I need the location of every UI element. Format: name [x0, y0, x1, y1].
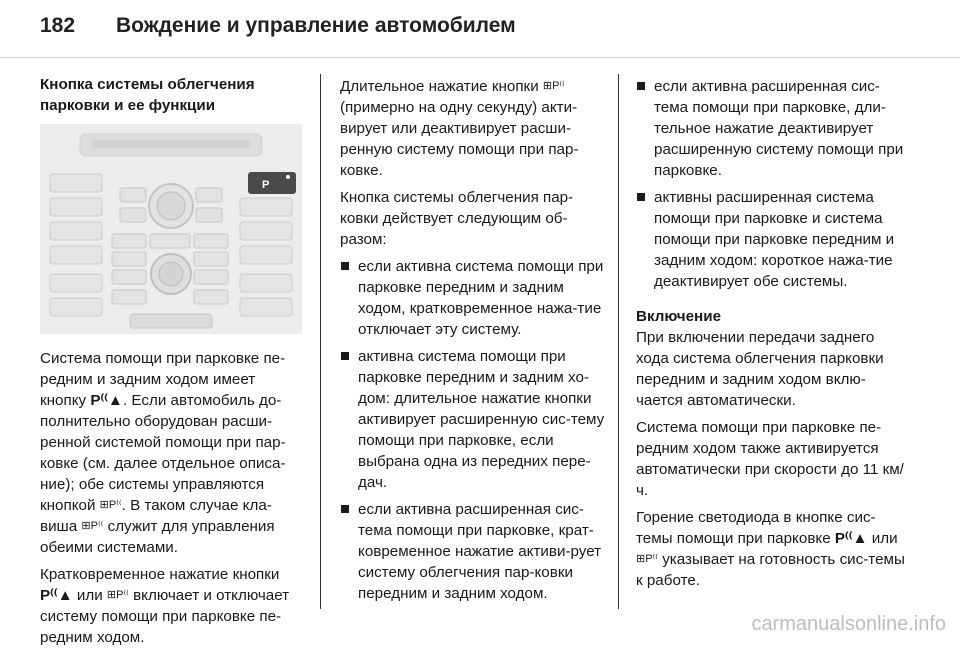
text-span: служит для управления обеими системами. [40, 518, 275, 556]
list-item: если активна расширенная сис-тема помощи при парковке, дли-тельное нажатие деактивирует расширенную систему помощи при парковке. [636, 76, 906, 181]
col3-paragraph-3 [636, 507, 906, 591]
page-number: 182 [40, 14, 76, 37]
watermark: carmanualsonline.info [751, 613, 946, 635]
advanced-park-assist-icon: ⊞P⁽⁽ [542, 80, 565, 92]
text-span: включает и отключает систему помощи при парковке пе-редним ходом. [40, 587, 290, 646]
text-span: (примерно на одну секунду) акти-вирует или деактивирует расши-ренную систему помощи при пар-ковке. [340, 99, 579, 179]
text-span: . Если автомобиль до-полнительно оборудован расши-ренной системой помощи при пар-ковке (см. далее отдельное описа-ние); обе системы управляются кнопкой [40, 392, 286, 514]
park-assist-icon: P⁽⁽▲ [90, 392, 123, 409]
header-rule [0, 57, 960, 58]
subheading-activation: Включение [636, 308, 722, 325]
text-span: Горение светодиода в кнопке сис-темы помощи при парковке [636, 509, 876, 547]
list-item: активны расширенная система помощи при парковке и система помощи при парковке передним и задним ходом: короткое нажа-тие деактивирует обе системы. [636, 187, 906, 292]
col3-paragraph-2: Система помощи при парковке пе-редним ходом также активируется автоматически при скорости до 11 км/ч. [636, 419, 904, 499]
text-span: Длительное нажатие кнопки [340, 78, 543, 95]
page-header [40, 14, 920, 50]
park-assist-icon: P⁽⁽▲ [834, 530, 868, 547]
park-assist-icon: P⁽⁽▲ [40, 587, 73, 604]
advanced-park-assist-icon: ⊞P⁽⁽ [81, 520, 104, 532]
column-1 [40, 74, 305, 654]
text-span: Система помощи при парковке пе-редним и задним ходом имеет кнопку [40, 350, 286, 409]
col3-paragraph-1: При включении передачи заднего хода система облегчения парковки передним и задним ходом вклю-чается автоматически. [636, 329, 884, 409]
advanced-park-assist-icon: ⊞P⁽⁽ [636, 553, 658, 565]
list-item: активна система помощи при парковке передним и задним хо-дом: длительное нажатие кнопки активирует расширенную сис-тему помощи при парковке, если выбрана одна из передних пере-дач. [340, 346, 608, 493]
list-item: если активна система помощи при парковке передним и задним ходом, кратковременное нажа-тие отключает эту систему. [340, 256, 608, 340]
col2-paragraph-1 [340, 76, 608, 181]
console-drawing [40, 124, 302, 334]
center-console-illustration [40, 124, 302, 334]
col2-bullet-list [340, 256, 608, 604]
advanced-park-assist-icon: ⊞P⁽⁽ [99, 499, 122, 511]
text-span: или [867, 530, 898, 547]
col1-paragraph-2 [40, 564, 305, 648]
column-divider-2 [618, 74, 619, 609]
col1-paragraph-1 [40, 348, 305, 558]
text-span: Кратковременное нажатие кнопки [40, 566, 280, 583]
list-item: если активна расширенная сис-тема помощи при парковке, крат-ковременное нажатие активи-рует систему облегчения пар-ковки передним и задним ходом. [340, 499, 608, 604]
column-3 [636, 76, 906, 597]
col2-paragraph-2: Кнопка системы облегчения пар-ковки действует следующим об-разом: [340, 189, 574, 248]
column-2 [340, 76, 608, 610]
advanced-park-assist-icon: ⊞P⁽⁽ [106, 589, 129, 601]
col3-bullet-list [636, 76, 906, 292]
text-span: или [72, 587, 107, 604]
park-assist-icon: P [262, 179, 270, 191]
section-heading: Кнопка системы облегчения парковки и ее функции [40, 76, 255, 114]
text-span: указывает на готовность сис-темы к работе. [636, 551, 905, 589]
text-span: . В таком случае кла-виша [40, 497, 272, 535]
page-title: Вождение и управление автомобилем [116, 14, 516, 37]
column-divider-1 [320, 74, 321, 609]
